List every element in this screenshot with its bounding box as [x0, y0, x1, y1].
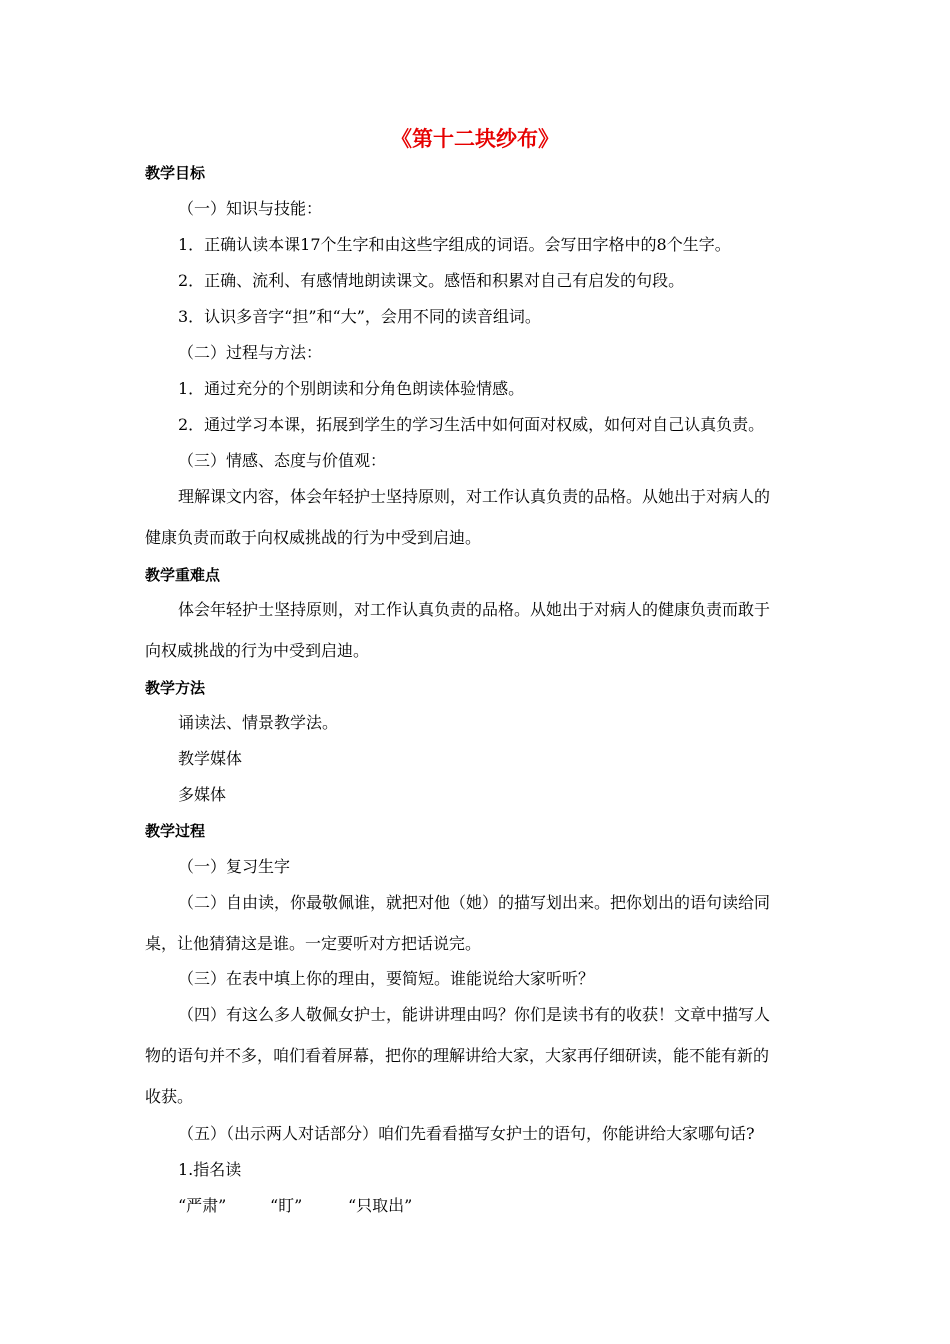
media-heading: 教学媒体 [178, 749, 243, 768]
goals-item-2: 2．正确、流利、有感情地朗读课文。感悟和积累对自己有启发的句段。 [178, 271, 685, 290]
goals-sub2-item-2: 2．通过学习本课，拓展到学生的学习生活中如何面对权威，如何对自己认真负责。 [178, 415, 765, 434]
section-heading-goals: 教学目标 [145, 164, 206, 182]
process-step-4-line-1: （四）有这么多人敬佩女护士，能讲讲理由吗？你们是读书有的收获！文章中描写人 [178, 1005, 771, 1024]
methods-line-1: 诵读法、情景教学法。 [178, 713, 339, 732]
goals-sub2: （二）过程与方法： [178, 343, 323, 362]
goals-sub3-line-2: 健康负责而敢于向权威挑战的行为中受到启迪。 [145, 528, 482, 547]
goals-item-1: 1．正确认读本课17个生字和由这些字组成的词语。会写田字格中的8个生字。 [178, 235, 731, 254]
section-heading-process: 教学过程 [145, 822, 206, 840]
process-step-4-line-2: 物的语句并不多，咱们看着屏幕，把你的理解讲给大家，大家再仔细研读，能不能有新的 [145, 1046, 770, 1065]
goals-sub2-item-1: 1．通过充分的个别朗读和分角色朗读体验情感。 [178, 379, 525, 398]
section-heading-key-points: 教学重难点 [145, 566, 221, 584]
quote-item-1: “严肃” [178, 1196, 227, 1215]
key-points-line-1: 体会年轻护士坚持原则，对工作认真负责的品格。从她出于对病人的健康负责而敢于 [178, 600, 771, 619]
goals-sub1: （一）知识与技能： [178, 199, 323, 218]
quote-item-3: “只取出” [348, 1196, 413, 1215]
goals-sub3-line-1: 理解课文内容，体会年轻护士坚持原则，对工作认真负责的品格。从她出于对病人的 [178, 487, 771, 506]
document-title: 《第十二块纱布》 [391, 127, 559, 151]
quote-item-2: “盯” [270, 1196, 303, 1215]
process-step-4-line-3: 收获。 [145, 1087, 194, 1106]
media-value: 多媒体 [178, 785, 227, 804]
goals-sub3: （三）情感、态度与价值观： [178, 451, 387, 470]
section-heading-methods: 教学方法 [145, 679, 206, 697]
process-step-3: （三）在表中填上你的理由，要简短。谁能说给大家听听？ [178, 969, 595, 988]
goals-item-3: 3．认识多音字“担”和“大”，会用不同的读音组词。 [178, 307, 541, 326]
process-step-2-line-2: 桌，让他猜猜这是谁。一定要听对方把话说完。 [145, 934, 482, 953]
process-step-5-sub: 1.指名读 [178, 1160, 242, 1179]
process-step-5: （五）（出示两人对话部分）咱们先看看描写女护士的语句，你能讲给大家哪句话? [178, 1124, 755, 1143]
process-step-2-line-1: （二）自由读，你最敬佩谁，就把对他（她）的描写划出来。把你划出的语句读给同 [178, 893, 771, 912]
key-points-line-2: 向权威挑战的行为中受到启迪。 [145, 641, 370, 660]
process-step-1: （一）复习生字 [178, 857, 291, 876]
